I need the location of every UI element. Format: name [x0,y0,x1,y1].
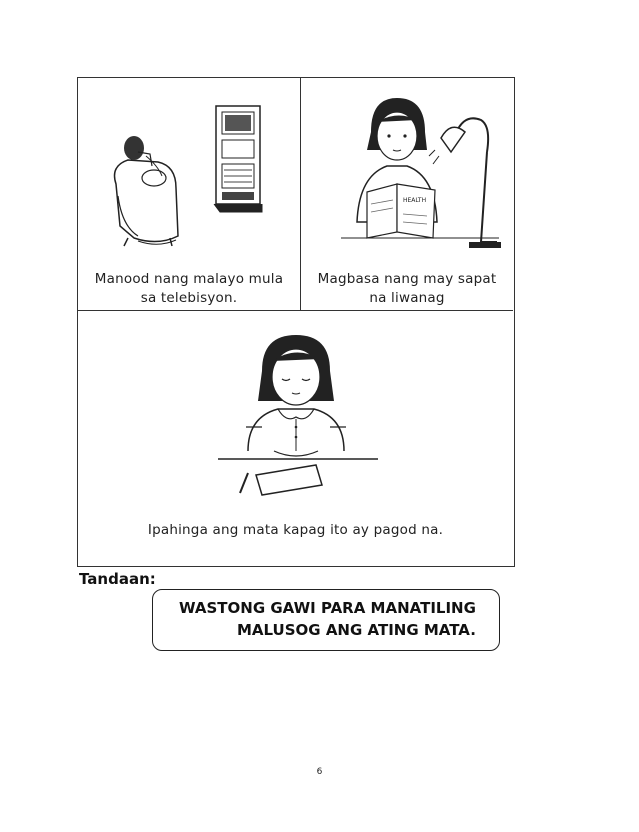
reminder-line-2: MALUSOG ANG ATING MATA. [237,621,476,639]
caption-line: Manood nang malayo mula [94,271,284,287]
girl-reading-under-lamp-illustration [341,92,501,262]
reminder-heading: Tandaan: [79,570,156,588]
panel-watch-tv [78,78,301,311]
illustration-grid [77,77,515,567]
book-label: HEALTH [403,197,427,204]
girl-resting-eyes-illustration [218,327,378,507]
caption-line: na liwanag [369,290,445,306]
panel-2-caption [301,270,513,308]
panel-read-with-light [301,78,513,311]
reminder-line-1: WASTONG GAWI PARA MANATILING [179,599,476,617]
reminder-box [152,589,500,651]
panel-3-caption: Ipahinga ang mata kapag ito ay pagod na. [147,522,444,538]
caption-line: sa telebisyon. [140,290,238,306]
page-number: 6 [316,767,323,777]
person-watching-tv-illustration [98,96,273,256]
caption-line: Magbasa nang may sapat [317,271,497,287]
panel-rest-eyes [78,311,513,565]
panel-1-caption [78,270,300,308]
